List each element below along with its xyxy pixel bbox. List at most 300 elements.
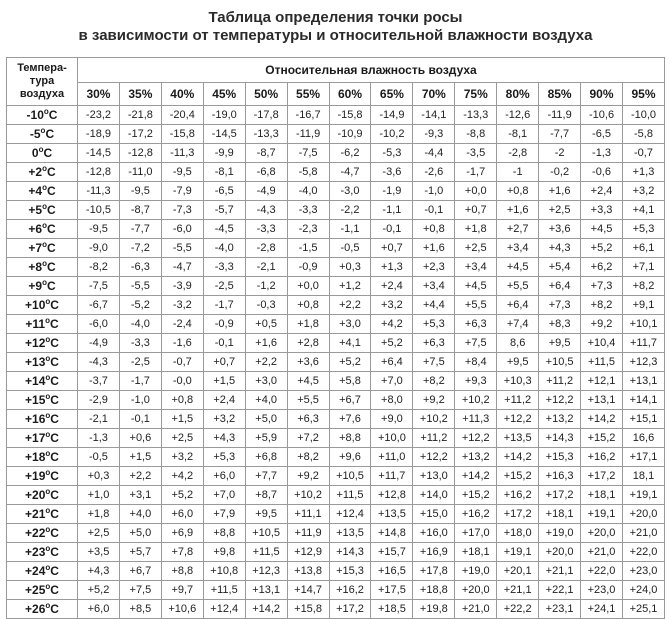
dew-point-cell: +2,7 [497,220,539,239]
dew-point-cell: -8,8 [455,125,497,144]
dew-point-cell: +1,3 [371,258,413,277]
degree-sign: o [42,278,47,287]
dew-point-cell: +6,0 [78,600,120,619]
dew-point-cell: +21,1 [497,581,539,600]
dew-point-cell: -1,3 [581,144,623,163]
degree-sign: o [42,221,47,230]
dew-point-cell: -2,1 [78,410,120,429]
dew-point-cell: +17,2 [497,505,539,524]
temperature-column-header [7,58,78,106]
dew-point-cell: +9,3 [455,372,497,391]
dew-point-cell: -15,8 [161,125,203,144]
dew-point-cell: +16,0 [413,524,455,543]
dew-point-cell: +12,2 [413,448,455,467]
dew-point-cell: +16,5 [371,562,413,581]
dew-point-cell: +2,5 [539,201,581,220]
dew-point-cell: -12,8 [78,163,120,182]
dew-point-cell: +13,5 [371,505,413,524]
temperature-value: +24 [25,564,46,578]
dew-point-cell: +18,8 [413,581,455,600]
dew-point-cell: +3,3 [581,201,623,220]
dew-point-cell: +12,3 [245,562,287,581]
dew-point-cell: +5,8 [329,372,371,391]
table-row [7,144,665,163]
dew-point-cell: -2,4 [161,315,203,334]
dew-point-cell: +2,4 [371,277,413,296]
dew-point-cell: -7,2 [119,239,161,258]
dew-point-cell: -0,9 [203,315,245,334]
dew-point-cell: -2 [539,144,581,163]
dew-point-cell: +5,3 [413,315,455,334]
dew-point-cell: -7,9 [161,182,203,201]
dew-point-cell: -5,3 [371,144,413,163]
dew-point-cell: -0,3 [245,296,287,315]
dew-point-cell: +1,6 [497,201,539,220]
dew-point-cell: +12,9 [287,543,329,562]
dew-point-cell: +10,5 [329,467,371,486]
dew-point-cell: +6,3 [413,334,455,353]
dew-point-cell: -2,2 [329,201,371,220]
dew-point-cell: +7,5 [455,334,497,353]
dew-point-cell: +16,2 [455,505,497,524]
dew-point-cell: -6,0 [161,220,203,239]
dew-point-cell: +5,0 [245,410,287,429]
dew-point-cell: -5,5 [119,277,161,296]
dew-point-cell: +11,2 [497,391,539,410]
dew-point-cell: +9,2 [581,315,623,334]
degree-sign: o [45,544,51,553]
dew-point-cell: +16,2 [329,581,371,600]
dew-point-cell: +19,1 [497,543,539,562]
dew-point-cell: +18,1 [539,505,581,524]
dew-point-cell: -23,2 [78,106,120,125]
temperature-value: +9 [28,279,43,293]
dew-point-cell: -2,6 [413,163,455,182]
temperature-unit: C [46,203,56,217]
temperature-value: +26 [25,602,46,616]
dew-point-cell: -11,3 [78,182,120,201]
dew-point-cell: +15,3 [329,562,371,581]
dew-point-cell: -20,4 [161,106,203,125]
dew-point-cell: -3,3 [203,258,245,277]
dew-point-cell: +3,4 [413,277,455,296]
title-line-2: в зависимости от температуры и относительной влажности воздуха [78,27,593,44]
dew-point-cell: +2,5 [161,429,203,448]
dew-point-cell: +0,0 [287,277,329,296]
dew-point-cell: -19,0 [203,106,245,125]
dew-point-cell: +5,2 [581,239,623,258]
dew-point-cell: -3,3 [119,334,161,353]
dew-point-cell: +21,0 [455,600,497,619]
degree-sign: o [42,164,47,173]
dew-point-cell: -4,0 [287,182,329,201]
dew-point-cell: +19,0 [455,562,497,581]
dew-point-cell: +16,2 [581,448,623,467]
degree-sign: o [45,449,51,458]
dew-point-cell: +1,8 [78,505,120,524]
dew-point-cell: -7,7 [539,125,581,144]
dew-point-cell: -9,0 [78,239,120,258]
dew-point-cell: -7,5 [78,277,120,296]
temperature-value: +8 [28,260,43,274]
degree-sign: o [45,506,51,515]
temperature-value: +19 [25,469,46,483]
temperature-cell [7,182,78,201]
dew-point-cell: +0,8 [413,220,455,239]
dew-point-cell: -1,6 [161,334,203,353]
temperature-value: +17 [25,431,46,445]
table-row [7,315,665,334]
dew-point-cell: -10,2 [371,125,413,144]
dew-point-cell: +7,3 [539,296,581,315]
temperature-cell [7,410,78,429]
dew-point-cell: +5,5 [497,277,539,296]
temperature-unit: C [46,184,56,198]
humidity-column-header: 80% [497,83,539,106]
dew-point-cell: +19,1 [622,486,664,505]
temperature-cell [7,296,78,315]
dew-point-cell: +3,6 [287,353,329,372]
dew-point-cell: -4,0 [203,239,245,258]
dew-point-cell: -18,9 [78,125,120,144]
dew-point-cell: +19,8 [413,600,455,619]
dew-point-cell: -0,1 [203,334,245,353]
dew-point-cell: +14,8 [371,524,413,543]
dew-point-cell: +13,0 [413,467,455,486]
dew-point-cell: +14,2 [245,600,287,619]
dew-point-cell: +13,1 [245,581,287,600]
dew-point-cell: +5,2 [329,353,371,372]
dew-point-cell: +16,9 [413,543,455,562]
dew-point-cell: -1,1 [329,220,371,239]
temperature-unit: C [49,317,59,331]
table-row [7,467,665,486]
dew-point-cell: -4,3 [78,353,120,372]
corner-line: Темпера- [17,62,67,74]
table-row [7,201,665,220]
temperature-cell [7,391,78,410]
degree-sign: o [38,145,44,154]
dew-point-cell: -11,9 [539,106,581,125]
dew-point-cell: -6,8 [245,163,287,182]
dew-point-cell: +2,2 [119,467,161,486]
temperature-value: +2 [28,165,43,179]
dew-point-cell: +5,2 [371,334,413,353]
degree-sign: o [45,468,51,477]
corner-line: тура [29,75,55,87]
temperature-unit: C [46,241,56,255]
dew-point-cell: -9,5 [78,220,120,239]
temperature-unit: C [50,336,59,350]
temperature-unit: C [50,564,59,578]
dew-point-cell: -1,2 [245,277,287,296]
dew-point-cell: +0,8 [497,182,539,201]
degree-sign: o [45,392,51,401]
table-row [7,277,665,296]
dew-point-cell: +12,1 [581,372,623,391]
dew-point-cell: +11,2 [413,429,455,448]
dew-point-cell: +20,1 [497,562,539,581]
temperature-unit: C [50,355,59,369]
dew-point-cell: +12,4 [203,600,245,619]
dew-point-cell: +6,4 [539,277,581,296]
dew-point-cell: +4,5 [455,277,497,296]
dew-point-cell: +8,2 [622,277,664,296]
dew-point-cell: +23,1 [539,600,581,619]
dew-point-cell: +24,1 [581,600,623,619]
dew-point-cell: +8,7 [245,486,287,505]
temperature-unit: C [50,374,59,388]
degree-sign: o [45,525,51,534]
table-row [7,106,665,125]
dew-point-cell: -3,3 [245,220,287,239]
dew-point-cell: +9,1 [622,296,664,315]
temperature-cell [7,144,78,163]
dew-point-cell: +10,4 [581,334,623,353]
dew-point-cell: +3,1 [119,486,161,505]
dew-point-cell: +13,1 [581,391,623,410]
dew-point-cell: -14,9 [371,106,413,125]
table-body [7,106,665,619]
temperature-unit: C [50,431,59,445]
dew-point-cell: -5,7 [203,201,245,220]
dew-point-cell: +12,2 [539,391,581,410]
dew-point-cell: -5,5 [161,239,203,258]
dew-point-cell: +22,1 [539,581,581,600]
dew-point-cell: +1,3 [622,163,664,182]
dew-point-cell: -5,8 [622,125,664,144]
temperature-cell [7,448,78,467]
degree-sign: o [45,411,51,420]
dew-point-cell: -7,3 [161,201,203,220]
dew-point-cell: +6,3 [455,315,497,334]
dew-point-cell: +4,5 [287,372,329,391]
dew-point-cell: -0,5 [78,448,120,467]
dew-point-cell: -9,9 [203,144,245,163]
table-row [7,524,665,543]
degree-sign: o [45,335,51,344]
table-row [7,391,665,410]
dew-point-cell: +15,1 [622,410,664,429]
temperature-value: +15 [25,393,46,407]
dew-point-cell: +18,5 [371,600,413,619]
temperature-value: +12 [25,336,46,350]
dew-point-cell: -0,1 [413,201,455,220]
degree-sign: o [43,107,49,116]
dew-point-cell: -4,7 [161,258,203,277]
dew-point-cell: +1,6 [539,182,581,201]
dew-point-cell: +23,0 [581,581,623,600]
dew-point-cell: +4,5 [497,258,539,277]
temperature-unit: C [46,260,56,274]
dew-point-cell: +6,7 [119,562,161,581]
dew-point-cell: +19,0 [539,524,581,543]
header-row-2 [7,83,665,106]
dew-point-cell: -1,0 [119,391,161,410]
degree-sign: o [40,126,46,135]
table-row [7,505,665,524]
dew-point-cell: +1,6 [413,239,455,258]
temperature-unit: C [50,583,59,597]
degree-sign: o [45,354,51,363]
humidity-column-header: 75% [455,83,497,106]
dew-point-cell: +7,8 [161,543,203,562]
dew-point-cell: +7,1 [622,258,664,277]
dew-point-cell: -3,2 [161,296,203,315]
dew-point-cell: +6,0 [161,505,203,524]
dew-point-cell: +0,3 [329,258,371,277]
dew-point-cell: +5,3 [622,220,664,239]
dew-point-cell: +14,1 [622,391,664,410]
dew-point-cell: +25,1 [622,600,664,619]
dew-point-cell: +1,8 [287,315,329,334]
humidity-column-header: 95% [622,83,664,106]
dew-point-cell: +10,5 [539,353,581,372]
dew-point-cell: +5,7 [119,543,161,562]
degree-sign: o [45,582,51,591]
dew-point-cell: +3,0 [245,372,287,391]
dew-point-cell: 16,6 [622,429,664,448]
dew-point-cell: -0,7 [622,144,664,163]
dew-point-cell: -4,9 [245,182,287,201]
dew-point-cell: +14,2 [455,467,497,486]
dew-point-cell: -14,5 [78,144,120,163]
dew-point-cell: -11,0 [119,163,161,182]
temperature-value: +6 [28,222,43,236]
temperature-unit: C [50,469,59,483]
dew-point-cell: -5,8 [287,163,329,182]
temperature-cell [7,429,78,448]
dew-point-cell: +20,0 [581,524,623,543]
dew-point-cell: -8,7 [245,144,287,163]
dew-point-cell: +3,2 [371,296,413,315]
dew-point-cell: +15,2 [581,429,623,448]
dew-point-cell: +3,6 [539,220,581,239]
dew-point-cell: 18,1 [622,467,664,486]
temperature-value: -5 [29,127,41,141]
table-row [7,410,665,429]
dew-point-cell: +16,2 [497,486,539,505]
table-row [7,258,665,277]
dew-point-cell: +6,0 [203,467,245,486]
dew-point-cell: +19,1 [581,505,623,524]
dew-point-cell: -10,0 [622,106,664,125]
temperature-cell [7,258,78,277]
table-row [7,220,665,239]
humidity-column-header: 40% [161,83,203,106]
degree-sign: o [45,487,51,496]
dew-point-cell: -0,1 [371,220,413,239]
humidity-column-header: 35% [119,83,161,106]
temperature-cell [7,372,78,391]
dew-point-cell: +7,4 [497,315,539,334]
dew-point-cell: +11,5 [581,353,623,372]
dew-point-cell: +13,5 [497,429,539,448]
dew-point-table [6,57,665,619]
dew-point-cell: +10,1 [622,315,664,334]
dew-point-cell: +24,0 [622,581,664,600]
table-row [7,429,665,448]
dew-point-cell: +13,5 [329,524,371,543]
dew-point-cell: +20,0 [622,505,664,524]
temperature-cell [7,581,78,600]
temperature-unit: C [46,165,56,179]
temperature-unit: C [45,127,55,141]
dew-point-cell: +11,5 [329,486,371,505]
dew-point-cell: +13,1 [622,372,664,391]
temperature-cell [7,163,78,182]
dew-point-cell: +8,2 [413,372,455,391]
header-row-1 [7,58,665,83]
table-row [7,353,665,372]
dew-point-cell: +20,0 [455,581,497,600]
humidity-column-header: 60% [329,83,371,106]
dew-point-cell: +10,2 [413,410,455,429]
dew-point-cell: +8,2 [287,448,329,467]
temperature-value: +20 [25,488,46,502]
dew-point-cell: +9,7 [161,581,203,600]
dew-point-cell: +5,0 [119,524,161,543]
dew-point-cell: -2,1 [245,258,287,277]
dew-point-cell: +10,8 [203,562,245,581]
humidity-column-header: 50% [245,83,287,106]
dew-point-cell: +1,0 [78,486,120,505]
dew-point-cell: +4,2 [371,315,413,334]
dew-point-cell: +8,8 [203,524,245,543]
table-row [7,163,665,182]
dew-point-cell: +21,0 [622,524,664,543]
degree-sign: o [42,259,47,268]
dew-point-cell: +11,9 [287,524,329,543]
dew-point-cell: +15,2 [455,486,497,505]
humidity-column-header: 30% [78,83,120,106]
dew-point-cell: +7,3 [581,277,623,296]
temperature-cell [7,125,78,144]
dew-point-cell: +5,4 [539,258,581,277]
dew-point-cell: -3,5 [455,144,497,163]
table-row [7,239,665,258]
dew-point-cell: +0,3 [78,467,120,486]
dew-point-cell: +7,2 [287,429,329,448]
degree-sign: o [45,563,51,572]
dew-point-cell: -6,2 [329,144,371,163]
dew-point-cell: +7,6 [329,410,371,429]
temperature-unit: C [50,602,59,616]
dew-point-cell: -8,2 [78,258,120,277]
dew-point-cell: -1 [497,163,539,182]
dew-point-cell: -21,8 [119,106,161,125]
dew-point-cell: +17,1 [622,448,664,467]
dew-point-cell: -4,5 [203,220,245,239]
dew-point-cell: +4,1 [329,334,371,353]
dew-point-cell: +9,6 [329,448,371,467]
dew-point-cell: +7,0 [203,486,245,505]
temperature-value: +7 [28,241,43,255]
dew-point-cell: +9,2 [287,467,329,486]
temperature-unit: C [48,108,58,122]
temperature-cell [7,315,78,334]
dew-point-cell: +8,3 [539,315,581,334]
temperature-cell [7,543,78,562]
dew-point-cell: -1,9 [371,182,413,201]
temperature-unit: C [46,279,56,293]
table-row [7,125,665,144]
dew-point-cell: +5,5 [287,391,329,410]
dew-point-cell: -14,1 [413,106,455,125]
dew-point-cell: +11,2 [539,372,581,391]
dew-point-cell: +7,5 [119,581,161,600]
temperature-cell [7,220,78,239]
